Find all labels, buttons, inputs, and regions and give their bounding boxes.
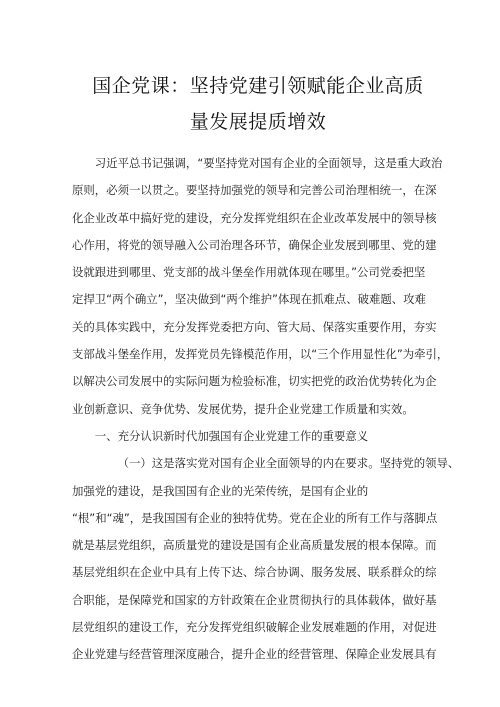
- text-line: 基层党组织在企业中具有上传下达、综合协调、服务发展、联系群众的综: [72, 565, 437, 580]
- document-title-line-1: 国企党课：坚持党建引领赋能企业高质: [92, 75, 424, 97]
- text-line: 定捍卫“两个确立”，坚决做到“两个维护”体现在抓难点、破难题、攻难: [72, 292, 426, 307]
- text-line: 化企业改革中搞好党的建设，充分发挥党组织在企业改革发展中的领导核: [72, 210, 437, 225]
- text-line: 业创新意识、竞争优势、发展优势，提升企业党建工作质量和实效。: [72, 401, 414, 416]
- text-line: 以解决公司发展中的实际问题为检验标准，切实把党的政治优势转化为企: [72, 374, 437, 389]
- text-line: 关的具体实践中，充分发挥党委把方向、管大局、保落实重要作用，夯实: [72, 319, 437, 334]
- text-line: 设就跟进到哪里、党支部的战斗堡垒作用就体现在哪里。”公司党委把坚: [72, 265, 426, 280]
- text-line: 就是基层党组织，高质量党的建设是国有企业高质量发展的根本保障。而: [72, 538, 437, 553]
- text-line: 层党组织的建设工作，充分发挥党组织破解企业发展难题的作用，对促进: [72, 620, 437, 635]
- text-line: 原则，必须一以贯之。要坚持加强党的领导和完善公司治理相统一，在深: [72, 183, 437, 198]
- text-line: 合职能，是保障党和国家的方针政策在企业贯彻执行的具体载体，做好基: [72, 592, 437, 607]
- intro-paragraph: [72, 150, 449, 423]
- text-line: 习近平总书记强调，“要坚持党对国有企业的全面领导，这是重大政治: [94, 156, 443, 170]
- subsection-paragraph: [72, 450, 460, 668]
- text-line: 企业党建与经营管理深度融合，提升企业的经营管理、保障企业发展具有: [72, 647, 437, 662]
- text-line: “根”和“魂”，是我国国有企业的独特优势。党在企业的所有工作与落脚点: [72, 510, 438, 525]
- text-line: 加强党的建设，是我国国有企业的光荣传统，是国有企业的: [72, 483, 369, 498]
- text-line: 支部战斗堡垒作用，发挥党员先锋模范作用，以“三个作用显性化”为牵引，: [72, 347, 449, 362]
- text-line: 心作用，将党的领导融入公司治理各环节，确保企业发展到哪里、党的建: [72, 237, 437, 252]
- document-body: [72, 150, 460, 669]
- document-title-line-2: 量发展提质增效: [189, 111, 327, 133]
- section-heading: 一、充分认识新时代加强国有企业党建工作的重要意义: [94, 428, 369, 443]
- text-line: （一）这是落实党对国有企业全面领导的内在要求。坚持党的领导、: [117, 456, 460, 471]
